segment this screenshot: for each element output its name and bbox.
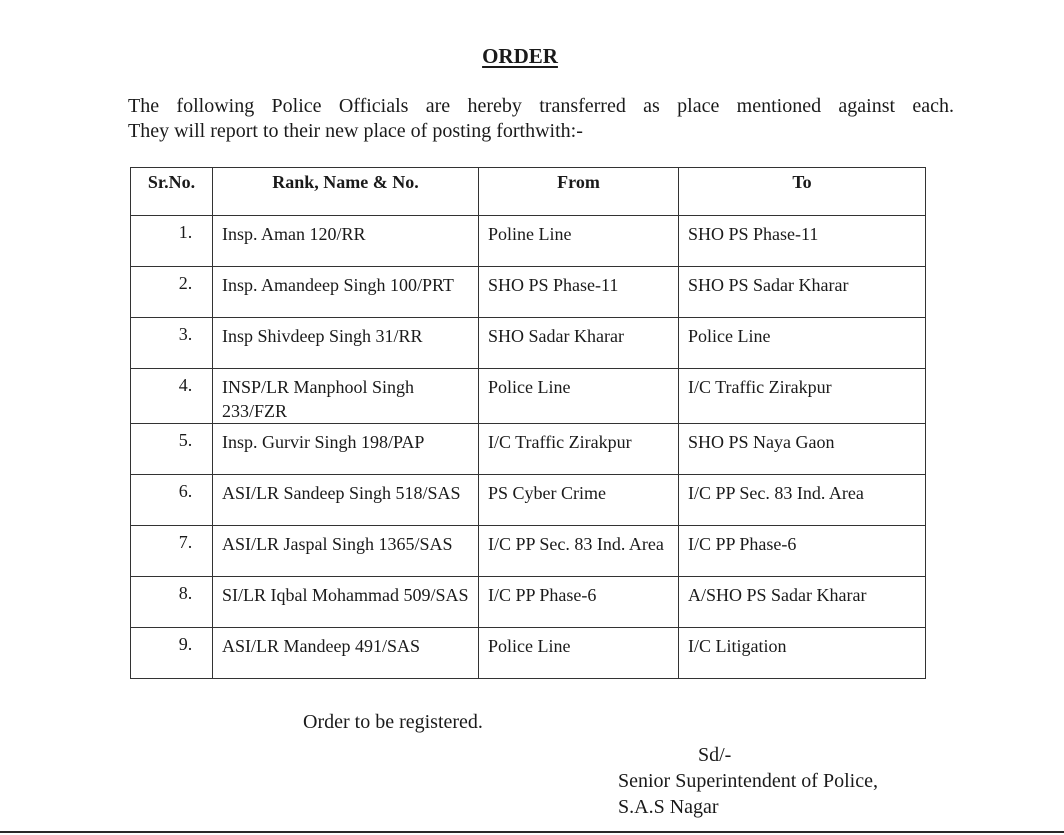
row-sr-no: 3. xyxy=(131,318,213,369)
row-from: SHO Sadar Kharar xyxy=(479,318,679,369)
row-to: SHO PS Phase-11 xyxy=(679,216,926,267)
order-registered-note: Order to be registered. xyxy=(303,711,483,733)
table-row xyxy=(131,577,926,628)
signature-block xyxy=(618,742,878,820)
intro-line-2: They will report to their new place of posting forthwith:- xyxy=(128,120,583,142)
header-from: From xyxy=(479,168,679,216)
transfer-table xyxy=(130,167,926,679)
table-header-row xyxy=(131,168,926,216)
row-from: Police Line xyxy=(479,628,679,679)
row-rank-name-no: Insp Shivdeep Singh 31/RR xyxy=(213,318,479,369)
row-rank-name-no: Insp. Aman 120/RR xyxy=(213,216,479,267)
signature-sd: Sd/- xyxy=(698,744,732,766)
row-sr-no: 1. xyxy=(131,216,213,267)
order-title: ORDER xyxy=(482,44,558,68)
intro-line-1: The following Police Officials are hereby transferred as place mentioned against each. xyxy=(128,95,954,117)
table-row xyxy=(131,628,926,679)
row-rank-name-no: ASI/LR Mandeep 491/SAS xyxy=(213,628,479,679)
row-to: SHO PS Sadar Kharar xyxy=(679,267,926,318)
row-rank-name-no: SI/LR Iqbal Mohammad 509/SAS xyxy=(213,577,479,628)
row-to: I/C Litigation xyxy=(679,628,926,679)
row-from: Poline Line xyxy=(479,216,679,267)
signature-place: S.A.S Nagar xyxy=(618,796,719,818)
row-rank-name-no: Insp. Amandeep Singh 100/PRT xyxy=(213,267,479,318)
header-to: To xyxy=(679,168,926,216)
bottom-divider xyxy=(0,831,1064,833)
table-row xyxy=(131,475,926,526)
row-sr-no: 5. xyxy=(131,424,213,475)
row-from: I/C PP Sec. 83 Ind. Area xyxy=(479,526,679,577)
row-rank-name-no: INSP/LR Manphool Singh 233/FZR xyxy=(213,369,479,424)
row-sr-no: 6. xyxy=(131,475,213,526)
row-from: SHO PS Phase-11 xyxy=(479,267,679,318)
row-sr-no: 7. xyxy=(131,526,213,577)
table-row xyxy=(131,267,926,318)
row-from: I/C PP Phase-6 xyxy=(479,577,679,628)
row-to: A/SHO PS Sadar Kharar xyxy=(679,577,926,628)
table-row xyxy=(131,216,926,267)
row-sr-no: 4. xyxy=(131,369,213,424)
row-sr-no: 2. xyxy=(131,267,213,318)
row-rank-name-no: Insp. Gurvir Singh 198/PAP xyxy=(213,424,479,475)
table-row xyxy=(131,369,926,424)
row-to: SHO PS Naya Gaon xyxy=(679,424,926,475)
row-rank-name-no: ASI/LR Jaspal Singh 1365/SAS xyxy=(213,526,479,577)
row-sr-no: 8. xyxy=(131,577,213,628)
row-rank-name-no: ASI/LR Sandeep Singh 518/SAS xyxy=(213,475,479,526)
row-sr-no: 9. xyxy=(131,628,213,679)
table-body xyxy=(131,216,926,679)
row-to: I/C PP Phase-6 xyxy=(679,526,926,577)
row-to: I/C PP Sec. 83 Ind. Area xyxy=(679,475,926,526)
signature-designation: Senior Superintendent of Police, xyxy=(618,770,878,792)
header-rank-name-no: Rank, Name & No. xyxy=(213,168,479,216)
table-row xyxy=(131,424,926,475)
row-from: I/C Traffic Zirakpur xyxy=(479,424,679,475)
table-row xyxy=(131,526,926,577)
header-sr-no: Sr.No. xyxy=(131,168,213,216)
row-from: Police Line xyxy=(479,369,679,424)
table-row xyxy=(131,318,926,369)
row-to: I/C Traffic Zirakpur xyxy=(679,369,926,424)
row-to: Police Line xyxy=(679,318,926,369)
row-from: PS Cyber Crime xyxy=(479,475,679,526)
intro-paragraph xyxy=(128,94,968,144)
